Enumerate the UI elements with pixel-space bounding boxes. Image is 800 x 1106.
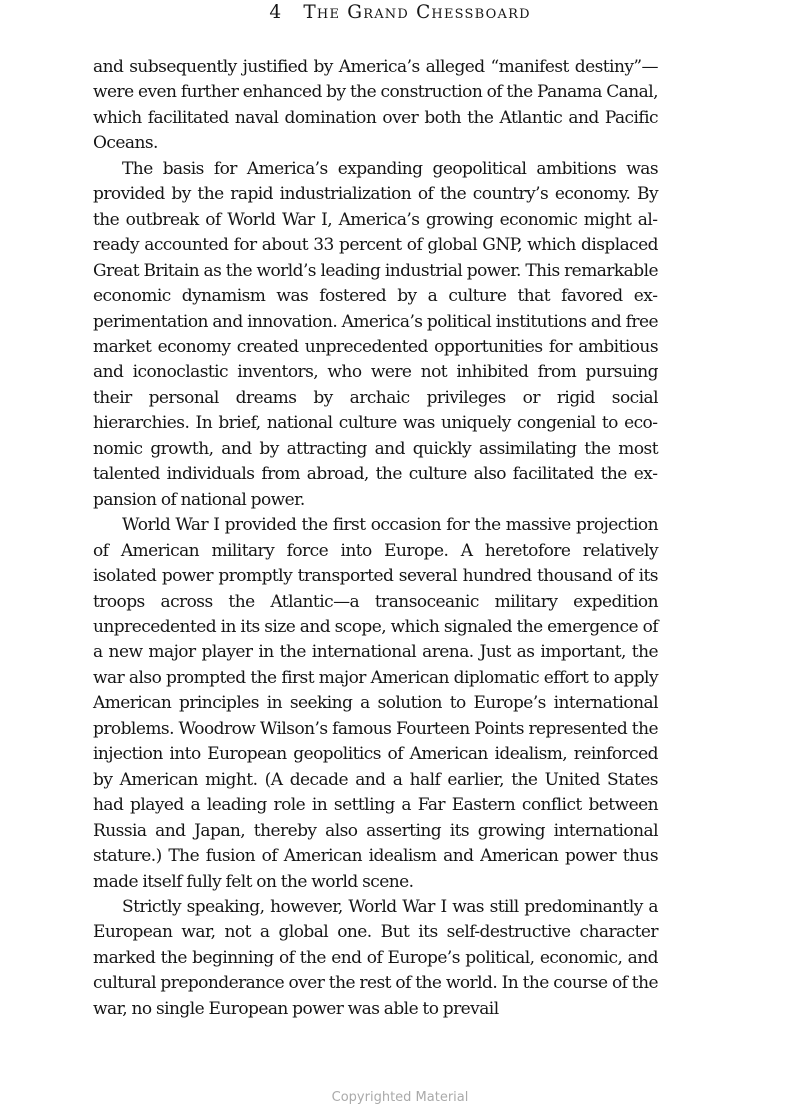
- paragraph: The basis for America’s expanding geopolitical ambitions was provided by the rapid industrialization of the country’s economy. By the outbreak of World War I, America’s growing economic might already accounted for about 33 percent of global GNP, which displaced Great Britain as the world’s leading industrial power. This remarkable economic dynamism was fostered by a culture that favored experimentation and innovation. America’s political institutions and free market economy created unprecedented opportunities for ambitious and iconoclastic inventors, who were not inhibited from pursuing their personal dreams by archaic privileges or rigid social hierarchies. In brief, national culture was uniquely congenial to economic growth, and by attracting and quickly assimilating the most talented individuals from abroad, the culture also facilitated the expansion of national power.: [93, 158, 658, 510]
- running-head: [0, 1, 800, 25]
- copyright-watermark: Copyrighted Material: [331, 1090, 469, 1105]
- paragraph: World War I provided the first occasion for the massive projection of American military force into Europe. A heretofore relatively isolated power promptly transported several hundred thousand of its troops across the Atlantic—a transoceanic military expedition unprecedented in its size and scope, which signaled the emergence of a new major player in the international arena. Just as important, the war also prompted the first major American diplomatic effort to apply American principles in seeking a solution to Europe’s international problems. Woodrow Wilson’s famous Fourteen Points represented the injection into European geopolitics of American idealism, reinforced by American might. (A decade and a half earlier, the United States had played a leading role in settling a Far Eastern conflict between Russia and Japan, thereby also asserting its growing international stature.) The fusion of American idealism and American power thus made itself fully felt on the world scene.: [93, 515, 658, 892]
- book-title: The Grand Chessboard: [303, 2, 531, 23]
- paragraph: Strictly speaking, however, World War I was still predominantly a European war, not a global one. But its self-destructive character marked the beginning of the end of Europe’s political, economic, and cultural preponderance over the rest of the world. In the course of the war, no single European power was able to prevail: [93, 896, 658, 1019]
- page-number: 4: [269, 2, 283, 23]
- body-text: [93, 55, 658, 1022]
- paragraph-continued: and subsequently justified by America’s alleged “manifest destiny”—were even further enhanced by the construction of the Panama Canal, which facilitated naval domination over both the Atlantic and Pacific Oceans.: [93, 57, 658, 154]
